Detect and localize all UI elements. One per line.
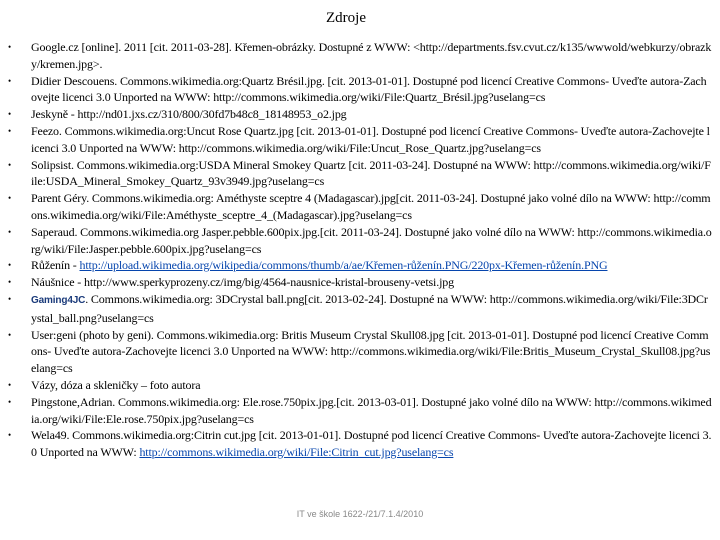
reference-item bbox=[8, 291, 712, 327]
reference-text: Saperaud. Commons.wikimedia.org Jasper.pebble.600pix.jpg.[cit. 2011-03-24]. Dostupné jako volné dílo na WWW: http://commons.wikimedia.org/wiki/File:Jasper.pebble.600pix.jpg?uselang=cs bbox=[31, 224, 712, 256]
bullet-marker: • bbox=[8, 260, 12, 271]
bullet-marker: • bbox=[8, 159, 12, 170]
reference-text: User:geni (photo by geni). Commons.wikimedia.org: Britis Museum Crystal Skull08.jpg [cit. 2013-01-01]. Dostupné pod licencí Creative Commons- Uveďte autora-Zachovejte licenci 3.0 Unported na WWW: http://commons.wikimedia.org/wiki/File:Britis_Museum_Crystal_Skull08.jpg?uselang=cs bbox=[31, 327, 711, 376]
reference-text: Pingstone,Adrian. Commons.wikimedia.org: Ele.rose.750pix.jpg.[cit. 2013-03-01]. Dostupné jako volné dílo na WWW: http://commons.wikimedia.org/wiki/File:Ele.rose.750pix.jpg?uselang=cs bbox=[31, 394, 712, 426]
bullet-marker: • bbox=[8, 329, 12, 340]
reference-list bbox=[8, 39, 712, 461]
reference-text: Solipsist. Commons.wikimedia.org:USDA Mineral Smokey Quartz [cit. 2011-03-24]. Dostupné na WWW: http://commons.wikimedia.org/wiki/File:USDA_Mineral_Smokey_Quartz_93v3949.jpg?uselang=cs bbox=[31, 157, 711, 189]
reference-item bbox=[8, 106, 712, 123]
reference-text: Google.cz [online]. 2011 [cit. 2011-03-28]. Křemen-obrázky. Dostupné z WWW: <http://departments.fsv.cvut.cz/k135/wwwold/webkurzy/obrazky/kremen.jpg>. bbox=[31, 40, 712, 71]
bullet-marker: • bbox=[8, 42, 12, 52]
bullet-marker: • bbox=[8, 125, 12, 136]
reference-item bbox=[8, 257, 712, 274]
reference-link[interactable]: http://upload.wikimedia.org/wikipedia/commons/thumb/a/ae/Křemen-růženín.PNG/220px-Křemen-růženín.PNG bbox=[79, 258, 608, 273]
bullet-marker: • bbox=[8, 193, 12, 204]
reference-item bbox=[8, 39, 712, 73]
reference-text: Jeskyně - http://nd01.jxs.cz/310/800/30fd7b48c8_18148953_o2.jpg bbox=[31, 107, 347, 122]
reference-text: Wela49. Commons.wikimedia.org:Citrin cut.jpg [cit. 2013-01-01]. Dostupné pod licencí Creative Commons- Uveďte autora-Zachovejte licenci 3.0 Unported na WWW: bbox=[31, 428, 712, 460]
gaming4jc-logo: Gaming4JC bbox=[31, 294, 86, 306]
reference-text: . Commons.wikimedia.org: 3DCrystal ball.png[cit. 2013-02-24]. Dostupné na WWW: http://commons.wikimedia.org/wiki/File:3DCrystal_ball.png?uselang=cs bbox=[31, 291, 708, 325]
reference-text: Parent Géry. Commons.wikimedia.org: Améthyste sceptre 4 (Madagascar).jpg[cit. 2011-03-24]. Dostupné jako volné dílo na WWW: http://commons.wikimedia.org/wiki/File:Améthyste_sceptre_4_(Madagascar).jpg?uselang=cs bbox=[31, 191, 711, 222]
footer-note: IT ve škole 1622-/21/7.1.4/2010 bbox=[296, 509, 424, 519]
bullet-marker: • bbox=[8, 226, 12, 237]
reference-link[interactable]: http://commons.wikimedia.org/wiki/File:Citrin_cut.jpg?uselang=cs bbox=[139, 445, 454, 460]
reference-item bbox=[8, 157, 712, 191]
reference-item bbox=[8, 224, 712, 258]
reference-item bbox=[8, 394, 712, 428]
bullet-marker: • bbox=[8, 75, 12, 86]
reference-text: Feezo. Commons.wikimedia.org:Uncut Rose Quartz.jpg [cit. 2013-01-01]. Dostupné pod licencí Creative Commons- Uveďte autora-Zachovejte licenci 3.0 Unported na WWW: http://commons.wikimedia.org/wiki/File:Uncut_Rose_Quartz.jpg?uselang=cs bbox=[31, 123, 710, 155]
page-title: Zdroje bbox=[326, 10, 366, 26]
bullet-marker: • bbox=[8, 396, 12, 407]
reference-item bbox=[8, 123, 712, 157]
bullet-marker: • bbox=[8, 109, 12, 120]
reference-item bbox=[8, 274, 712, 291]
bullet-marker: • bbox=[8, 293, 12, 304]
reference-item bbox=[8, 73, 712, 107]
reference-text: Vázy, dóza a skleničky – foto autora bbox=[31, 377, 201, 392]
bullet-marker: • bbox=[8, 430, 12, 441]
reference-text: Didier Descouens. Commons.wikimedia.org:Quartz Brésil.jpg. [cit. 2013-01-01]. Dostupné pod licencí Creative Commons- Uveďte autora-Zachovejte licenci 3.0 Unported na WWW: http://commons.wikimedia.org/wiki/File:Quartz_Brésil.jpg?uselang=cs bbox=[31, 73, 707, 105]
reference-item bbox=[8, 427, 712, 461]
bullet-marker: • bbox=[8, 277, 12, 288]
reference-item bbox=[8, 190, 712, 224]
reference-item bbox=[8, 377, 712, 394]
reference-item bbox=[8, 327, 712, 377]
bullet-marker: • bbox=[8, 379, 12, 390]
reference-text: Růženín - bbox=[31, 258, 80, 273]
reference-text: Náušnice - http://www.sperkyprozeny.cz/img/big/4564-nausnice-kristal-brouseny-vetsi.jpg bbox=[31, 275, 454, 290]
